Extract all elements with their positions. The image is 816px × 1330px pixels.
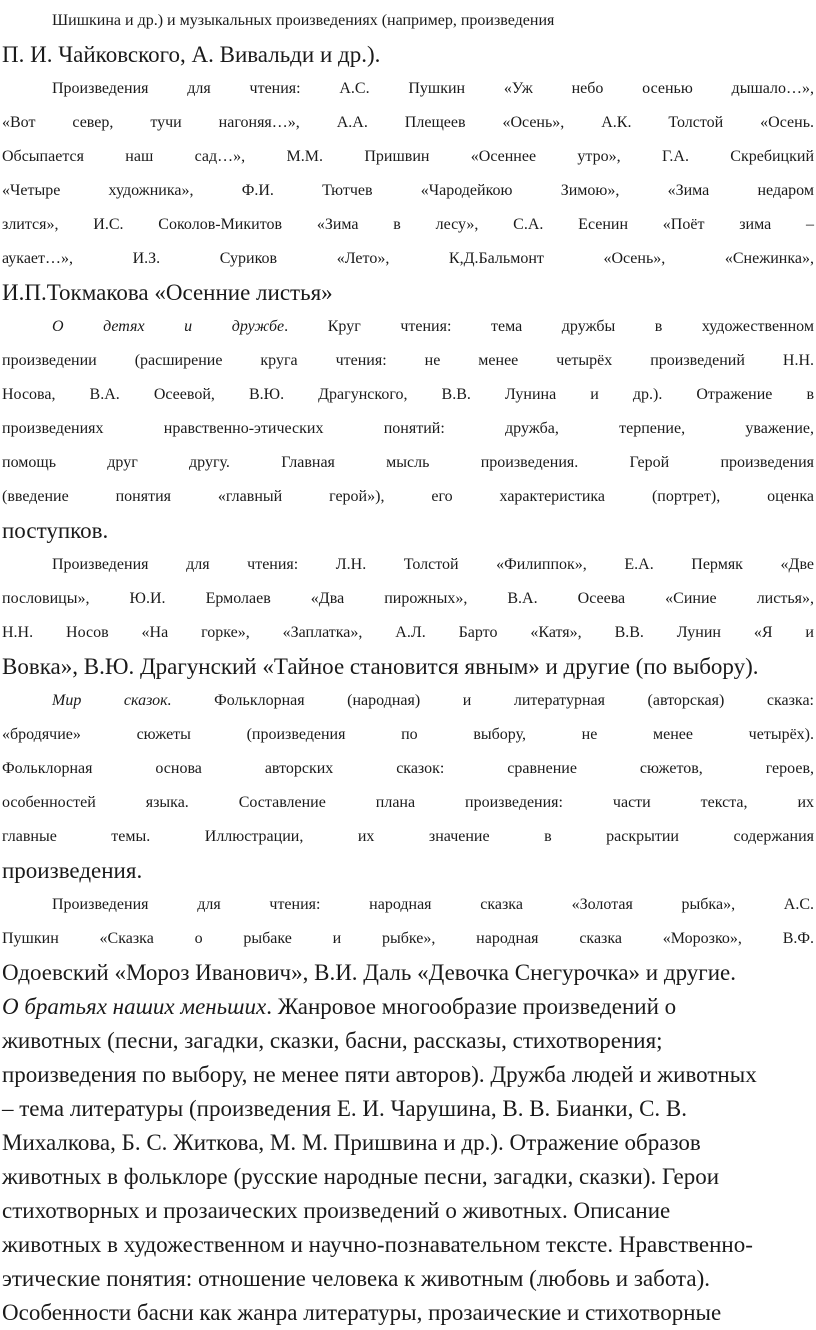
text-line: животных (песни, загадки, сказки, басни, рассказы, стихотворения; bbox=[2, 1028, 663, 1053]
text-line: Пушкин «Сказка о рыбаке и рыбке», народная сказка «Морозко», В.Ф. bbox=[2, 930, 814, 947]
text-line: этические понятия: отношение человека к животным (любовь и забота). bbox=[2, 1266, 710, 1291]
text-line: Одоевский «Мороз Иванович», В.И. Даль «Девочка Снегурочка» и другие. bbox=[2, 960, 736, 985]
text-line: животных в художественном и научно-познавательном тексте. Нравственно- bbox=[2, 1232, 753, 1257]
text-line: особенностей языка. Составление плана произведения: части текста, их bbox=[2, 794, 814, 811]
text-line bbox=[52, 310, 814, 344]
text-line bbox=[2, 990, 676, 1024]
text-span: Фольклорная (народная) и литературная (авторская) сказка: bbox=[171, 692, 814, 709]
text-line: Вовка», В.Ю. Драгунский «Тайное становится явным» и другие (по выбору). bbox=[2, 654, 759, 679]
text-line: главные темы. Иллюстрации, их значение в раскрытии содержания bbox=[2, 828, 814, 845]
text-line: стихотворных и прозаических произведений о животных. Описание bbox=[2, 1198, 671, 1223]
text-line: И.П.Токмакова «Осенние листья» bbox=[2, 280, 333, 305]
text-line: произведения. bbox=[2, 858, 143, 883]
text-line: Н.Н. Носов «На горке», «Заплатка», А.Л. Барто «Катя», В.В. Лунин «Я и bbox=[2, 624, 814, 641]
text-line: произведении (расширение круга чтения: не менее четырёх произведений Н.Н. bbox=[2, 352, 814, 369]
text-line: Произведения для чтения: А.С. Пушкин «Уж небо осенью дышало…», bbox=[52, 80, 814, 97]
text-line: животных в фольклоре (русские народные песни, загадки, сказки). Герои bbox=[2, 1164, 720, 1189]
text-span: . Круг чтения: тема дружбы в художественном bbox=[284, 318, 814, 335]
text-line: поступков. bbox=[2, 518, 109, 543]
text-line: (введение понятия «главный герой»), его характеристика (портрет), оценка bbox=[2, 488, 814, 505]
text-line: – тема литературы (произведения Е. И. Чарушина, В. В. Бианки, С. В. bbox=[2, 1096, 688, 1121]
text-line: Особенности басни как жанра литературы, прозаические и стихотворные bbox=[2, 1300, 722, 1325]
text-line: помощь друг другу. Главная мысль произведения. Герой произведения bbox=[2, 454, 814, 471]
section-heading: О детях и дружбе bbox=[52, 318, 285, 335]
text-line bbox=[52, 684, 814, 718]
text-line: «бродячие» сюжеты (произведения по выбору, не менее четырёх). bbox=[2, 726, 814, 743]
text-line: злится», И.С. Соколов-Микитов «Зима в лесу», С.А. Есенин «Поёт зима – bbox=[2, 216, 814, 233]
text-line: П. И. Чайковского, А. Вивальди и др.). bbox=[2, 42, 381, 67]
text-line: Шишкина и др.) и музыкальных произведениях (например, произведения bbox=[52, 12, 555, 29]
text-span: . Жанровое многообразие произведений о bbox=[266, 994, 677, 1019]
text-line: произведения по выбору, не менее пяти авторов). Дружба людей и животных bbox=[2, 1062, 757, 1087]
text-line: Обсыпается наш сад…», М.М. Пришвин «Осеннее утро», Г.А. Скребицкий bbox=[2, 148, 814, 165]
text-line: «Четыре художника», Ф.И. Тютчев «Чародейкою Зимою», «Зима недаром bbox=[2, 182, 814, 199]
text-line: пословицы», Ю.И. Ермолаев «Два пирожных», В.А. Осеева «Синие листья», bbox=[2, 590, 814, 607]
section-heading: Мир сказок. bbox=[52, 692, 172, 709]
text-line: Произведения для чтения: Л.Н. Толстой «Филиппок», Е.А. Пермяк «Две bbox=[52, 556, 814, 573]
text-line: «Вот север, тучи нагоняя…», А.А. Плещеев «Осень», А.К. Толстой «Осень. bbox=[2, 114, 814, 131]
section-heading: О братьях наших меньших bbox=[2, 994, 267, 1019]
text-line: произведениях нравственно-этических понятий: дружба, терпение, уважение, bbox=[2, 420, 814, 437]
text-line: Произведения для чтения: народная сказка «Золотая рыбка», А.С. bbox=[52, 896, 814, 913]
text-line: Михалкова, Б. С. Житкова, М. М. Пришвина и др.). Отражение образов bbox=[2, 1130, 701, 1155]
text-line: Носова, В.А. Осеевой, В.Ю. Драгунского, В.В. Лунина и др.). Отражение в bbox=[2, 386, 814, 403]
text-line: Фольклорная основа авторских сказок: сравнение сюжетов, героев, bbox=[2, 760, 814, 777]
text-line: аукает…», И.З. Суриков «Лето», К,Д.Бальмонт «Осень», «Снежинка», bbox=[2, 250, 814, 267]
